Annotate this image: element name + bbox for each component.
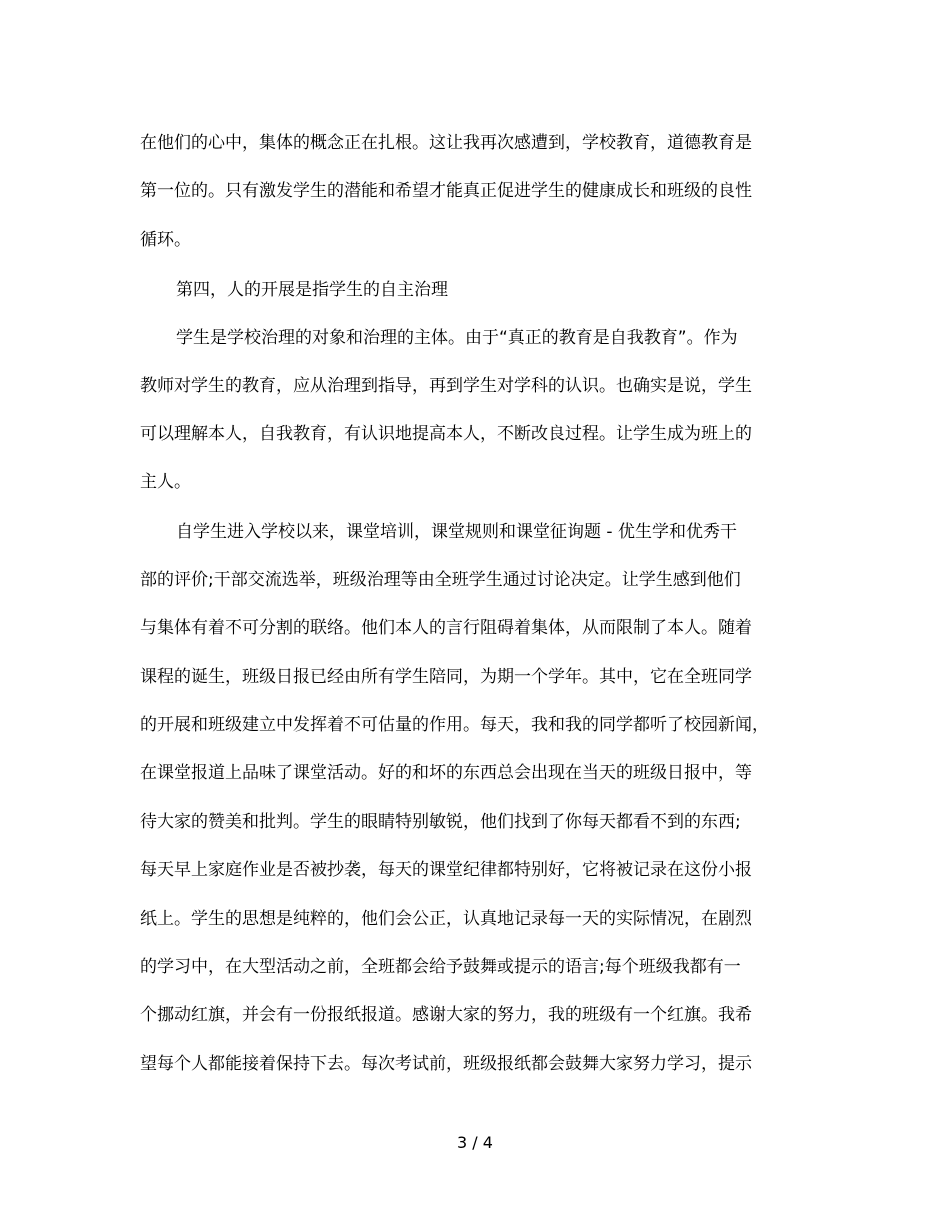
text-line: 自学生进入学校以来，课堂培训，课堂规则和课堂征询题 - 优生学和优秀干 [176,522,737,542]
text-line: 望每个人都能接着保持下去。每次考试前，班级报纸都会鼓舞大家努力学习，提示 [140,1054,752,1074]
text-line: 待大家的赞美和批判。学生的眼睛特别敏锐，他们找到了你每天都看不到的东西; [140,812,741,832]
text-line: 的学习中，在大型活动之前，全班都会给予鼓舞或提示的语言;每个班级我都有一 [140,957,741,977]
page-number: 3 / 4 [457,1133,493,1152]
text-line: 可以理解本人，自我教育，有认识地提高本人，不断改良过程。让学生成为班上的 [140,424,752,444]
text-line: 主人。 [140,472,191,492]
text-line: 第一位的。只有激发学生的潜能和希望才能真正促进学生的健康成长和班级的良性 [140,181,752,201]
text-line: 在他们的心中，集体的概念正在扎根。这让我再次感遭到，学校教育，道德教育是 [140,133,752,153]
text-line: 课程的诞生，班级日报已经由所有学生陪同，为期一个学年。其中，它在全班同学 [140,667,752,687]
text-line: 每天早上家庭作业是否被抄袭，每天的课堂纪律都特别好，它将被记录在这份小报 [140,860,752,880]
text-line: 在课堂报道上品味了课堂活动。好的和坏的东西总会出现在当天的班级日报中，等 [140,763,752,783]
text-line: 的开展和班级建立中发挥着不可估量的作用。每天，我和我的同学都听了校园新闻， [140,715,769,735]
section-heading: 第四，人的开展是指学生的自主治理 [176,280,448,300]
text-line: 部的评价;干部交流选举，班级治理等由全班学生通过讨论决定。让学生感到他们 [140,570,741,590]
text-line: 学生是学校治理的对象和治理的主体。由于“真正的教育是自我教育”。作为 [176,328,738,348]
text-line: 与集体有着不可分割的联络。他们本人的言行阻碍着集体，从而限制了本人。随着 [140,618,752,638]
text-line: 教师对学生的教育，应从治理到指导，再到学生对学科的认识。也确实是说，学生 [140,376,752,396]
text-line: 个挪动红旗，并会有一份报纸报道。感谢大家的努力，我的班级有一个红旗。我希 [140,1005,752,1025]
text-line: 纸上。学生的思想是纯粹的，他们会公正，认真地记录每一天的实际情况，在剧烈 [140,909,752,929]
text-line: 循环。 [140,230,191,250]
